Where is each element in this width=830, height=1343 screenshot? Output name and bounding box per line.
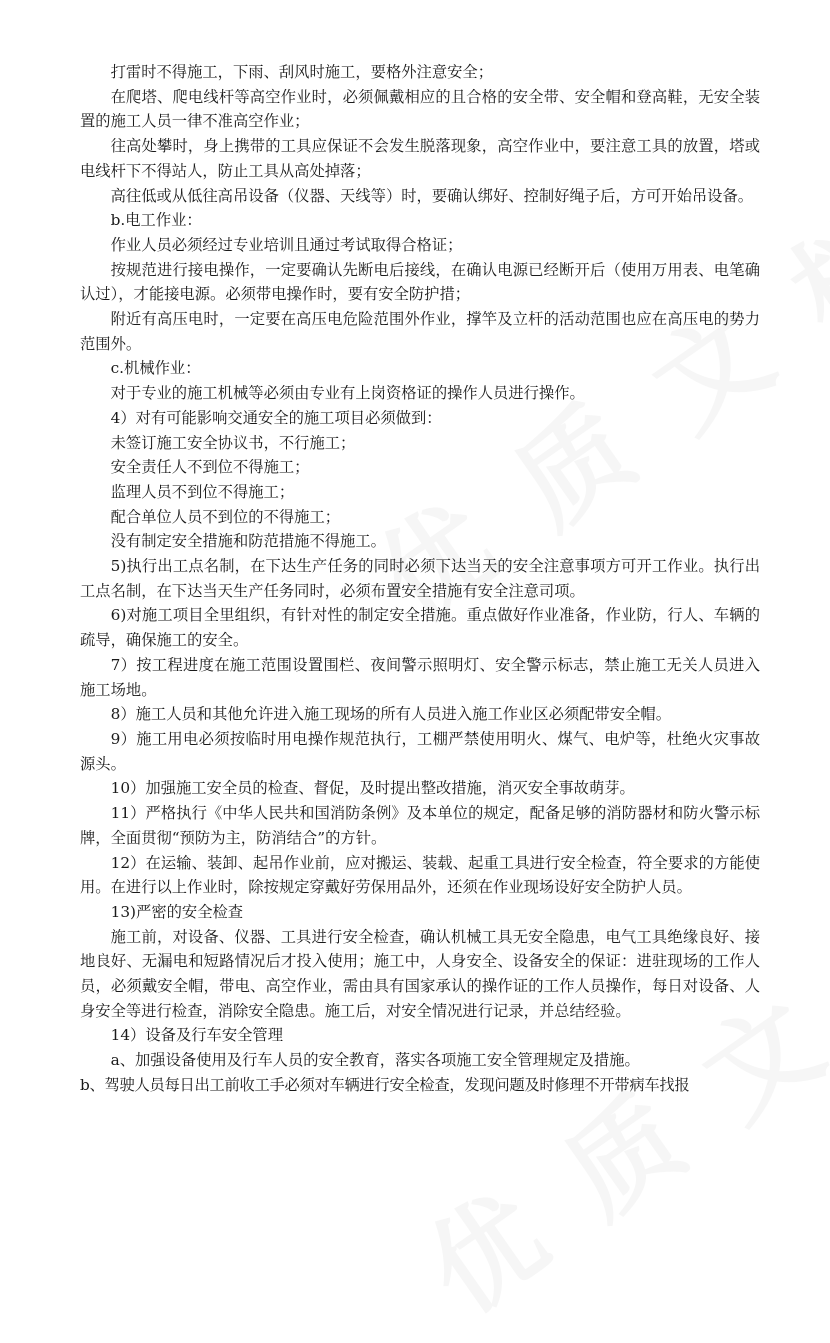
- section-heading: 14）设备及行车安全管理: [110, 1026, 284, 1045]
- document-body: [80, 60, 760, 1098]
- paragraph: 9）施工用电必须按临时用电操作规范执行，工棚严禁使用明火、煤气、电炉等，杜绝火灾事故源头。: [80, 729, 760, 773]
- paragraph: 7）按工程进度在施工范围设置围栏、夜间警示照明灯、安全警示标志，禁止施工无关人员进入施工场地。: [80, 655, 760, 699]
- paragraph: 在爬塔、爬电线杆等高空作业时，必须佩戴相应的且合格的安全带、安全帽和登高鞋，无安全装置的施工人员一律不准高空作业；: [80, 87, 760, 131]
- list-heading: 4）对有可能影响交通安全的施工项目必须做到：: [110, 408, 442, 427]
- paragraph: 附近有高压电时，一定要在高压电危险范围外作业，撑竿及立杆的活动范围也应在高压电的势力范围外。: [80, 310, 760, 353]
- paragraph: 10）加强施工安全员的检查、督促，及时提出整改措施，消灭安全事故萌芽。: [110, 779, 635, 798]
- list-item: 没有制定安全措施和防范措施不得施工。: [110, 532, 386, 551]
- list-item: 未签订施工安全协议书，不行施工；: [110, 433, 356, 452]
- paragraph: 施工前，对设备、仪器、工具进行安全检查，确认机械工具无安全隐患，电气工具绝缘良好、接地良好、无漏电和短路情况后才投入使用；施工中，人身安全、设备安全的保证：进驻现场的工作人员，必须戴安全帽，带电、高空作业，需由具有国家承认的操作证的工作人员操作，每日对设备、人身安全等进行检查，消除安全隐患。施工后，对安全情况进行记录，并总结经验。: [80, 927, 760, 1020]
- paragraph: a、加强设备使用及行车人员的安全教育，落实各项施工安全管理规定及措施。: [110, 1051, 640, 1070]
- paragraph: 对于专业的施工机械等必须由专业有上岗资格证的操作人员进行操作。: [110, 384, 585, 403]
- paragraph: 12）在运输、装卸、起吊作业前，应对搬运、装载、起重工具进行安全检查，符全要求的方能使用。在进行以上作业时，除按规定穿戴好劳保用品外，还须在作业现场设好安全防护人员。: [80, 853, 760, 897]
- paragraph: 6)对施工项目全里组织，有针对性的制定安全措施。重点做好作业准备，作业防，行人、车辆的疏导，确保施工的安全。: [80, 606, 760, 650]
- section-heading: c.机械作业：: [110, 359, 201, 378]
- paragraph: b、驾驶人员每日出工前收工手必须对车辆进行安全检查，发现问题及时修理不开带病车找报: [80, 1075, 690, 1094]
- section-heading: b.电工作业：: [110, 211, 202, 230]
- list-item: 监理人员不到位不得施工；: [110, 482, 295, 501]
- paragraph: 作业人员必须经过专业培训且通过考试取得合格证；: [110, 235, 463, 254]
- paragraph: 高往低或从低往高吊设备（仪器、天线等）时，要确认绑好、控制好绳子后，方可开始吊设备。: [110, 186, 754, 205]
- paragraph: 打雷时不得施工，下雨、刮风时施工，要格外注意安全；: [110, 63, 494, 81]
- paragraph: 11）严格执行《中华人民共和国消防条例》及本单位的规定，配备足够的消防器材和防火警示标牌，全面贯彻“预防为主，防消结合”的方针。: [80, 804, 760, 847]
- paragraph: 5)执行出工点名制，在下达生产任务的同时必须下达当天的安全注意事项方可开工作业。执行出工点名制，在下达当天生产任务同时，必须布置安全措施有安全注意司项。: [80, 557, 760, 600]
- list-item: 配合单位人员不到位的不得施工；: [110, 507, 341, 526]
- section-heading: 13)严密的安全检查: [110, 902, 244, 921]
- paragraph: 往高处攀时，身上携带的工具应保证不会发生脱落现象，高空作业中，要注意工具的放置，塔或电线杆下不得站人，防止工具从高处掉落；: [80, 137, 760, 180]
- paragraph: 8）施工人员和其他允许进入施工现场的所有人员进入施工作业区必须配带安全帽。: [110, 705, 672, 724]
- paragraph: 按规范进行接电操作，一定要确认先断电后接线，在确认电源已经断开后（使用万用表、电笔确认过），才能接电源。必须带电操作时，要有安全防护措；: [80, 260, 760, 304]
- list-item: 安全责任人不到位不得施工；: [110, 458, 310, 477]
